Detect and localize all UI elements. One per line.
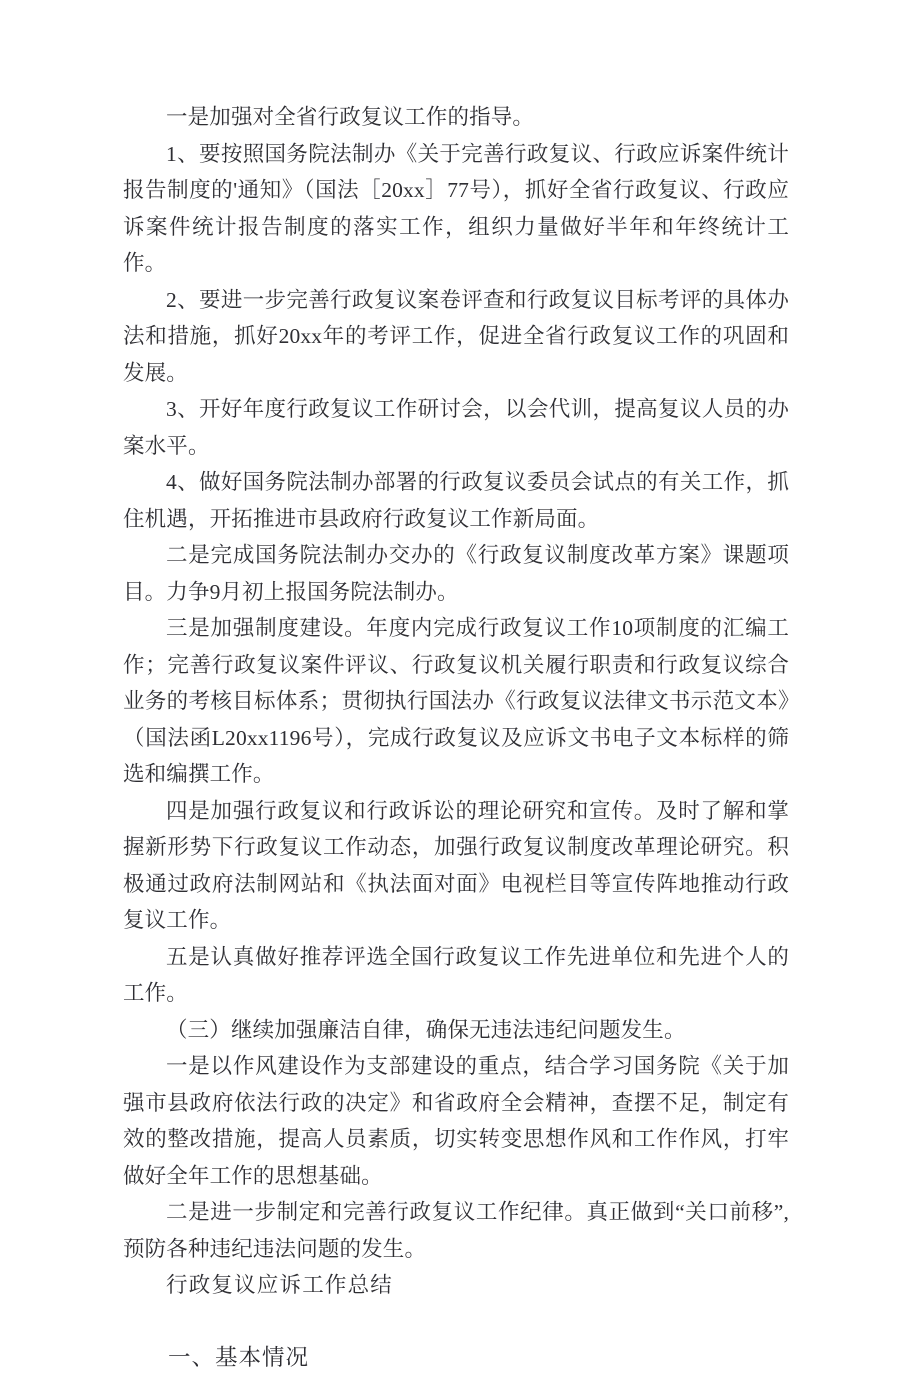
- paragraph-9: 五是认真做好推荐评选全国行政复议工作先进单位和先进个人的工作。: [123, 944, 789, 1005]
- section-heading-basic-situation: 一、基本情况: [168, 1345, 310, 1370]
- blank-line-spacer: [123, 1304, 789, 1341]
- paragraph-11: 一是以作风建设作为支部建设的重点，结合学习国务院《关于加强市县政府依法行政的决定》和省政府全会精神，查摆不足，制定有效的整改措施，提高人员素质，切实转变思想作风和工作作风，打牢做好全年工作的思想基础。: [123, 1054, 789, 1188]
- paragraph-3: 2、要进一步完善行政复议案卷评查和行政复议目标考评的具体办法和措施，抓好20xx年的考评工作，促进全省行政复议工作的巩固和发展。: [123, 287, 789, 385]
- paragraph-5: 4、做好国务院法制办部署的行政复议委员会试点的有关工作，抓住机遇，开拓推进市县政府行政复议工作新局面。: [123, 470, 789, 531]
- section-title: 行政复议应诉工作总结: [166, 1273, 394, 1297]
- paragraph-12: 二是进一步制定和完善行政复议工作纪律。真正做到“关口前移”,预防各种违纪违法问题的发生。: [123, 1200, 789, 1261]
- paragraph-10: （三）继续加强廉洁自律，确保无违法违纪问题发生。: [166, 1017, 686, 1042]
- paragraph-7: 三是加强制度建设。年度内完成行政复议工作10项制度的汇编工作；完善行政复议案件评议、行政复议机关履行职责和行政复议综合业务的考核目标体系；贯彻执行国法办《行政复议法律文书示范文本》（国法函L20xx1196号），完成行政复议及应诉文书电子文本标样的筛选和编撰工作。: [123, 616, 789, 786]
- paragraph-6: 二是完成国务院法制办交办的《行政复议制度改革方案》课题项目。力争9月初上报国务院法制办。: [123, 543, 789, 604]
- paragraph-4: 3、开好年度行政复议工作研讨会，以会代训，提高复议人员的办案水平。: [123, 397, 789, 458]
- document-text-body: [123, 99, 789, 1377]
- paragraph-8: 四是加强行政复议和行政诉讼的理论研究和宣传。及时了解和掌握新形势下行政复议工作动态，加强行政复议制度改革理论研究。积极通过政府法制网站和《执法面对面》电视栏目等宣传阵地推动行政复议工作。: [123, 798, 789, 932]
- paragraph-2: 1、要按照国务院法制办《关于完善行政复议、行政应诉案件统计报告制度的'通知》（国法［20xx］77号），抓好全省行政复议、行政应诉案件统计报告制度的落实工作，组织力量做好半年和年终统计工作。: [123, 141, 789, 275]
- paragraph-1: 一是加强对全省行政复议工作的指导。: [166, 105, 535, 129]
